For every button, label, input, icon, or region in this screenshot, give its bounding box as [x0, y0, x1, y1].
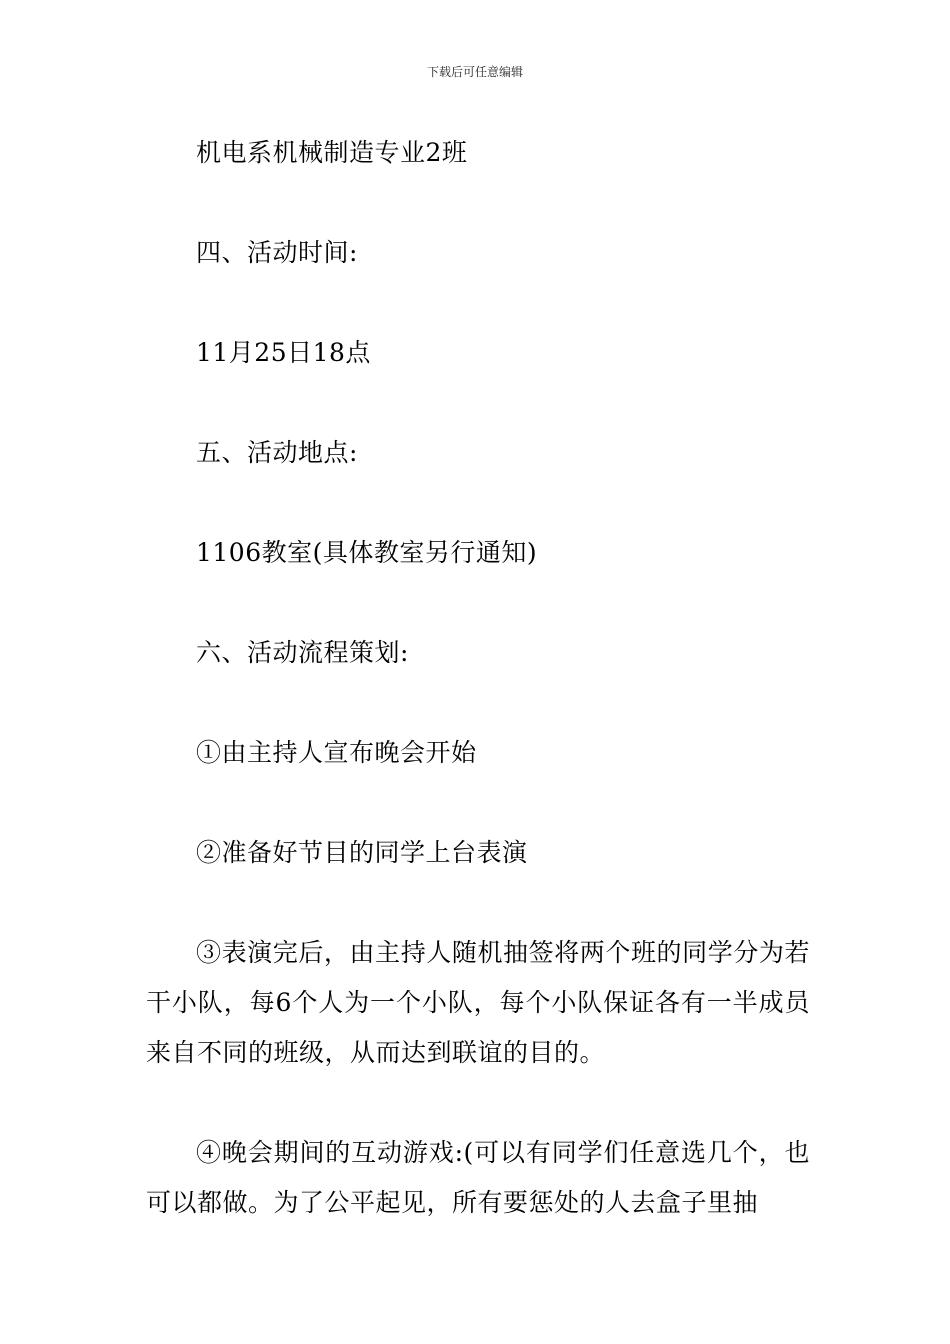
process-step-4: ④晚会期间的互动游戏:(可以有同学们任意选几个，也可以都做。为了公平起见，所有要惩处的人去盒子里抽: [146, 1138, 810, 1217]
page-header: 下载后可任意编辑: [426, 65, 523, 79]
activity-time-paragraph: 11月25日18点: [196, 338, 371, 367]
document-body: [146, 128, 810, 1278]
activity-location-paragraph: 1106教室(具体教室另行通知): [196, 538, 538, 567]
process-step-2: ②准备好节目的同学上台表演: [196, 838, 528, 867]
section-heading-time: 四、活动时间:: [196, 238, 358, 267]
class-name-paragraph: 机电系机械制造专业2班: [196, 138, 468, 167]
process-step-3: ③表演完后，由主持人随机抽签将两个班的同学分为若干小队，每6个人为一个小队，每个小队保证各有一半成员来自不同的班级，从而达到联谊的目的。: [146, 938, 810, 1067]
section-heading-process: 六、活动流程策划:: [196, 638, 409, 667]
section-heading-location: 五、活动地点:: [196, 438, 358, 467]
process-step-1: ①由主持人宣布晚会开始: [196, 738, 477, 767]
